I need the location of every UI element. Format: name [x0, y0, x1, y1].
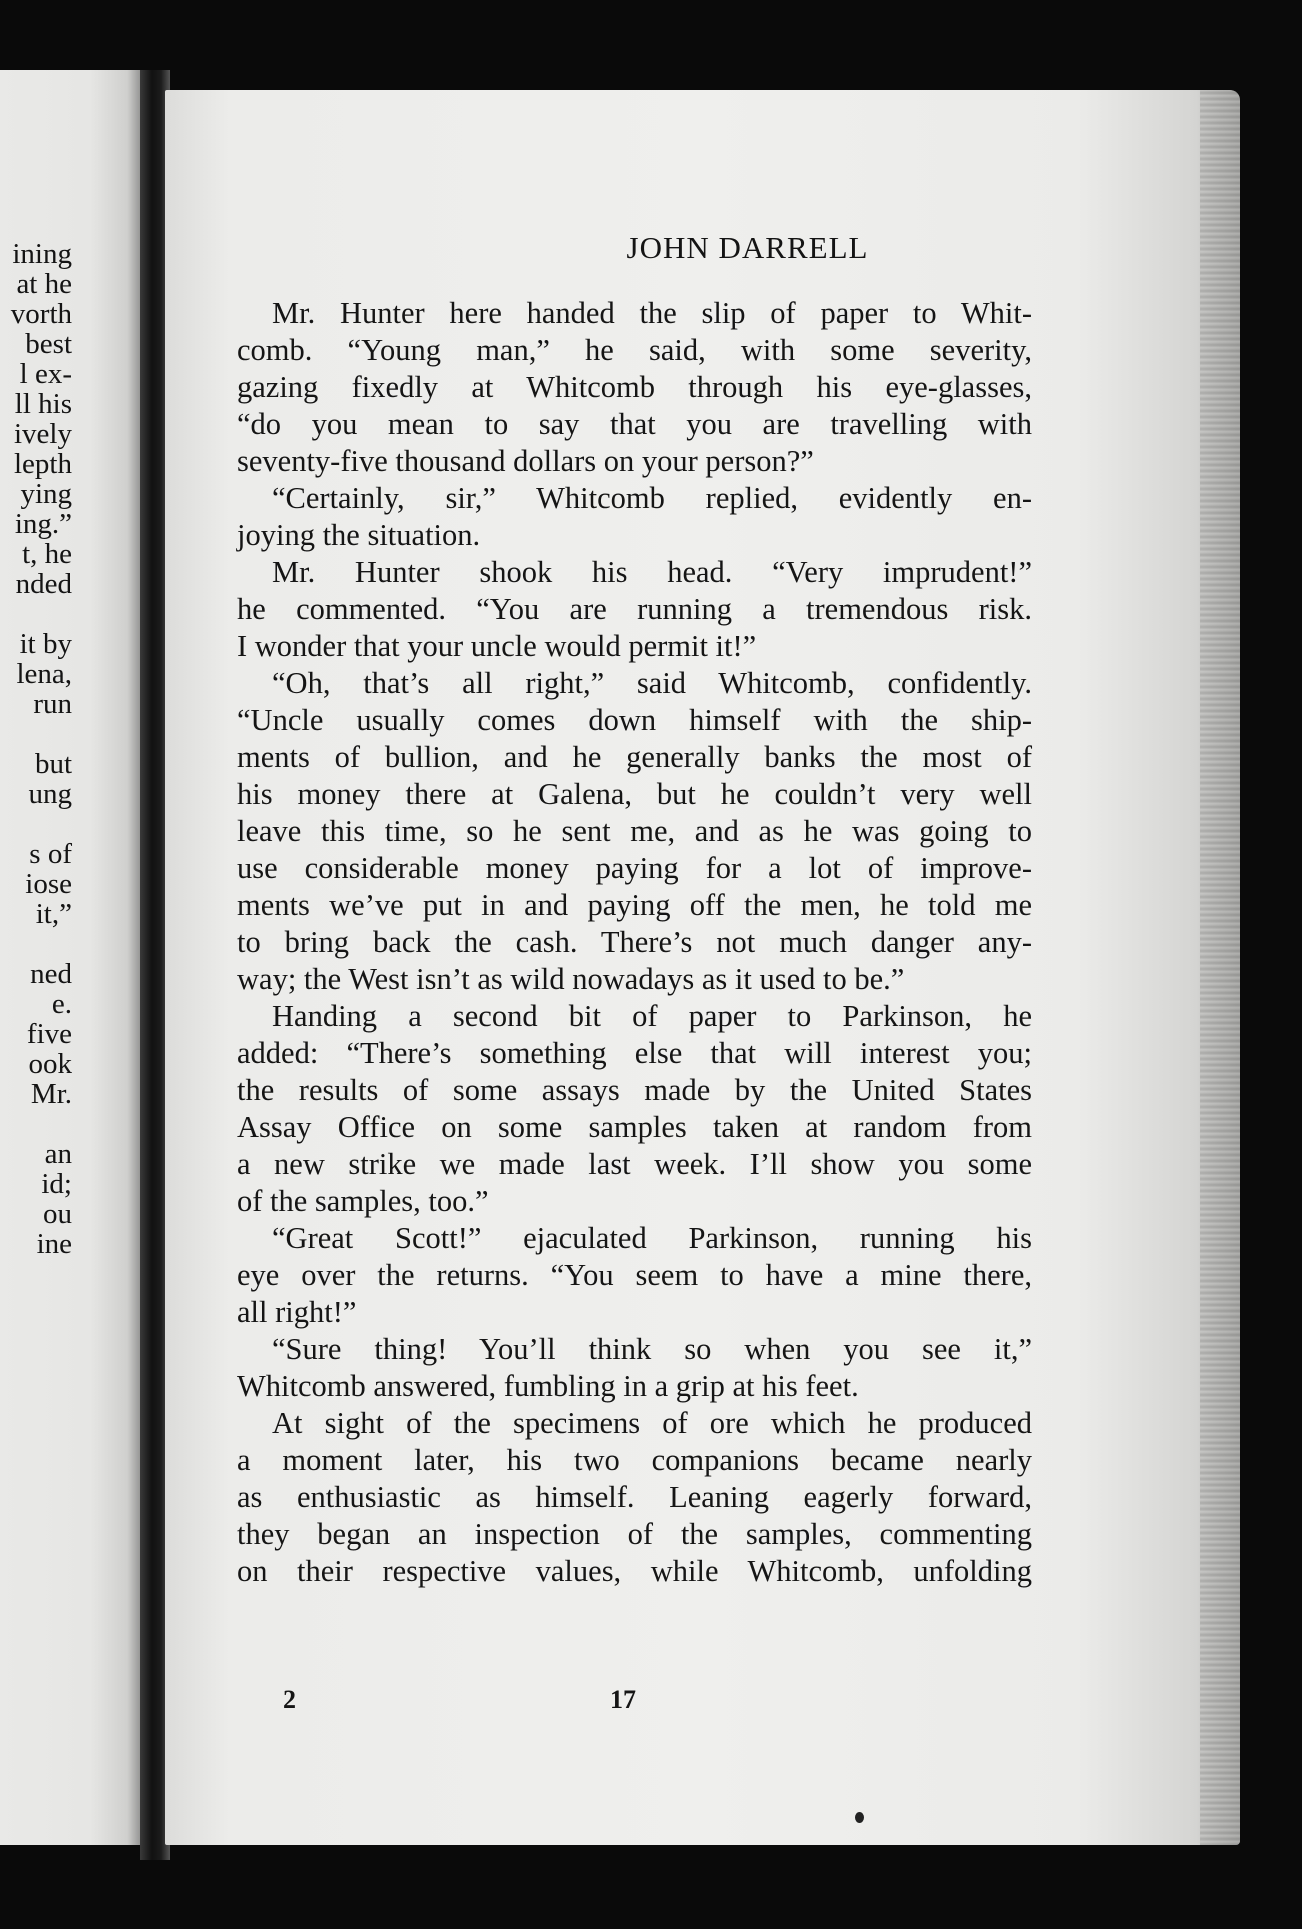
left-page-fragment: l ex- [19, 358, 72, 390]
text-line: “Uncle usually comes down himself with the ship- [237, 703, 1032, 737]
signature-mark: 2 [283, 1685, 296, 1714]
left-page-fragment: lepth [14, 448, 72, 480]
left-page-fragment: best [25, 328, 72, 360]
text-line: way; the West isn’t as wild nowadays as it used to be.” [237, 962, 905, 996]
text-line: on their respective values, while Whitcomb, unfolding [237, 1554, 1032, 1588]
text-line: to bring back the cash. There’s not much danger any- [237, 925, 1032, 959]
left-page-fragment: run [33, 688, 72, 720]
text-line: “Certainly, sir,” Whitcomb replied, evidently en- [272, 481, 1032, 515]
left-page-fragment: s of [29, 838, 72, 870]
left-page-fragment: ively [14, 418, 72, 450]
left-page-fragment: ung [28, 778, 72, 810]
text-line: “Great Scott!” ejaculated Parkinson, running his [272, 1221, 1032, 1255]
left-page-fragment: ining [12, 238, 72, 270]
left-page-fragment: ook [28, 1048, 72, 1080]
left-page-fragment: nded [15, 568, 72, 600]
text-line: a new strike we made last week. I’ll show you some [237, 1147, 1032, 1181]
text-line: Mr. Hunter here handed the slip of paper to Whit- [272, 296, 1032, 330]
text-line: use considerable money paying for a lot of improve- [237, 851, 1032, 885]
book-page [165, 90, 1240, 1845]
left-page-fragment: ying [20, 478, 72, 510]
left-page-fragment: vorth [10, 298, 72, 330]
text-line: At sight of the specimens of ore which he produced [272, 1406, 1032, 1440]
left-page-fragment: ing.” [14, 508, 72, 540]
page-edge [1200, 90, 1240, 1845]
text-line: all right!” [237, 1295, 357, 1329]
left-page-fragment: an [44, 1138, 72, 1170]
text-line: the results of some assays made by the United States [237, 1073, 1032, 1107]
text-line: I wonder that your uncle would permit it!” [237, 629, 757, 663]
text-line: he commented. “You are running a tremendous risk. [237, 592, 1032, 626]
text-line: as enthusiastic as himself. Leaning eagerly forward, [237, 1480, 1032, 1514]
text-line: “do you mean to say that you are travelling with [237, 407, 1032, 441]
body-text [237, 295, 1032, 1590]
left-page-fragment: lena, [16, 658, 72, 690]
text-line: they began an inspection of the samples, commenting [237, 1517, 1032, 1551]
text-line: leave this time, so he sent me, and as he was going to [237, 814, 1032, 848]
ink-speck [855, 1812, 864, 1823]
left-page-fragment: id; [41, 1168, 72, 1200]
left-page-fragment: ou [43, 1198, 72, 1230]
left-page-fragment: five [26, 1018, 72, 1050]
text-line: ments of bullion, and he generally banks the most of [237, 740, 1032, 774]
text-line: Mr. Hunter shook his head. “Very imprudent!” [272, 555, 1032, 589]
left-page-fragment: at he [16, 268, 72, 300]
text-line: Whitcomb answered, fumbling in a grip at his feet. [237, 1369, 859, 1403]
text-line: Handing a second bit of paper to Parkinson, he [272, 999, 1032, 1033]
left-page-fragment: t, he [22, 538, 72, 570]
text-line: comb. “Young man,” he said, with some severity, [237, 333, 1032, 367]
left-page-fragment: it,” [35, 898, 72, 930]
text-line: his money there at Galena, but he couldn’t very well [237, 777, 1032, 811]
left-page-fragment: Mr. [30, 1078, 72, 1110]
text-line: ments we’ve put in and paying off the men, he told me [237, 888, 1032, 922]
running-head: JOHN DARRELL [626, 230, 869, 265]
text-line: gazing fixedly at Whitcomb through his eye-glasses, [237, 370, 1032, 404]
left-page-fragment: iose [25, 868, 72, 900]
text-line: a moment later, his two companions became nearly [237, 1443, 1032, 1477]
left-page-fragment: but [34, 748, 72, 780]
text-line: Assay Office on some samples taken at random from [237, 1110, 1032, 1144]
text-line: joying the situation. [237, 518, 481, 552]
left-facing-page [0, 70, 150, 1845]
text-line: eye over the returns. “You seem to have a mine there, [237, 1258, 1032, 1292]
left-page-fragment: ll his [14, 388, 72, 420]
left-page-fragment: e. [51, 988, 72, 1020]
text-line: “Sure thing! You’ll think so when you see it,” [272, 1332, 1032, 1366]
text-line: “Oh, that’s all right,” said Whitcomb, confidently. [272, 666, 1032, 700]
left-page-fragment: ine [36, 1228, 72, 1260]
text-line: added: “There’s something else that will interest you; [237, 1036, 1032, 1070]
text-line: of the samples, too.” [237, 1184, 489, 1218]
left-page-fragment: ned [30, 958, 72, 990]
left-page-fragment: it by [19, 628, 72, 660]
page-number: 17 [610, 1685, 636, 1714]
text-line: seventy-five thousand dollars on your person?” [237, 444, 814, 478]
